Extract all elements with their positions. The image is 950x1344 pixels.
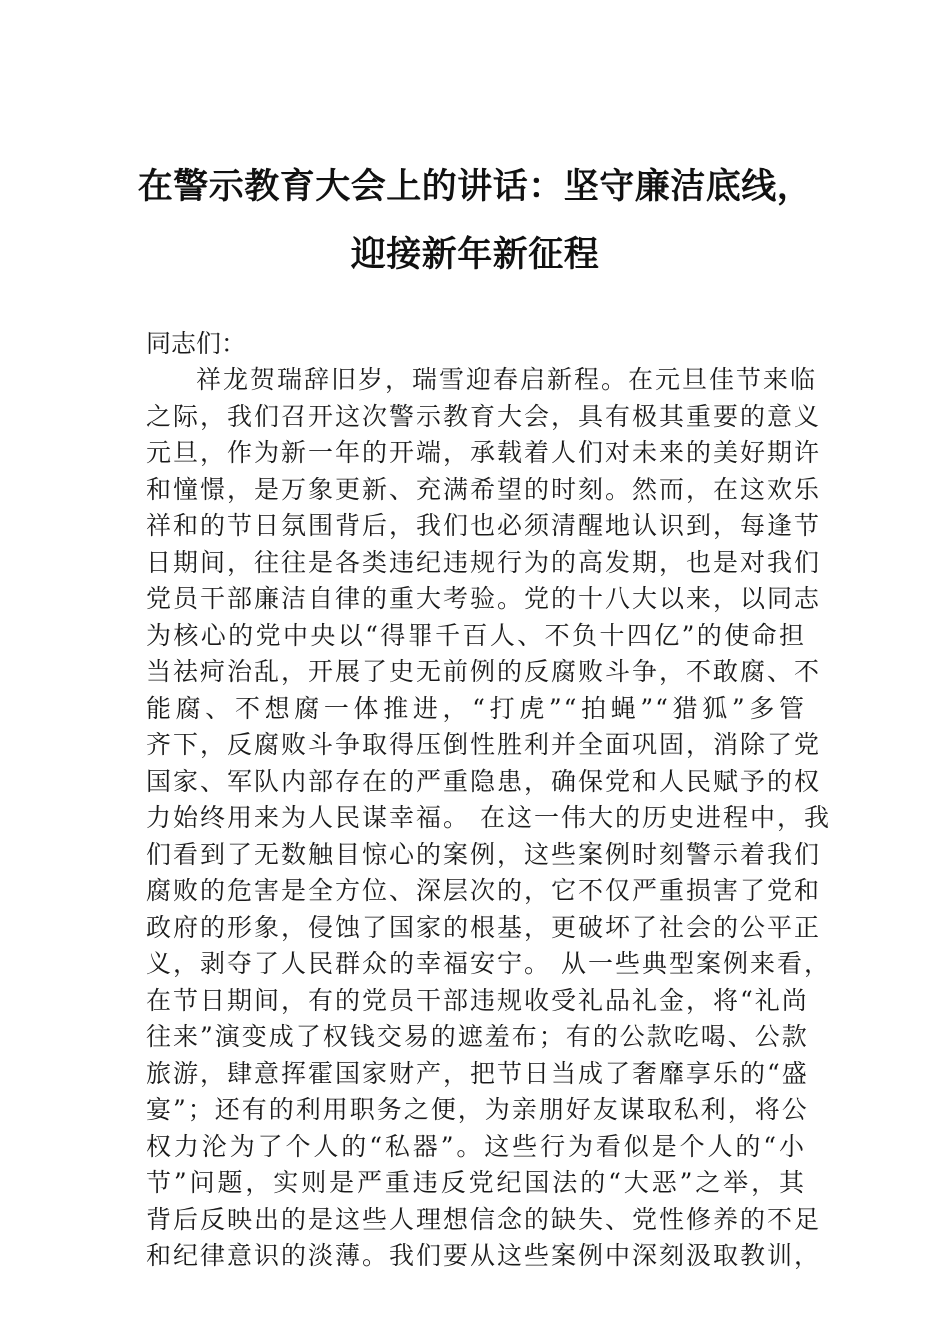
document-title-line-2: 迎接新年新征程 (350, 234, 600, 275)
body-line: 义，剥夺了人民群众的幸福安宁。 从一些典型案例来看， (146, 949, 831, 978)
body-line: 权力沦为了个人的“私器”。这些行为看似是个人的“小 (146, 1131, 806, 1161)
body-line: 和纪律意识的淡薄。我们要从这些案例中深刻汲取教训， (146, 1241, 822, 1270)
salutation: 同志们： (146, 329, 247, 358)
body-line: 们看到了无数触目惊心的案例，这些案例时刻警示着我们 (146, 839, 822, 869)
body-line: 日期间，往往是各类违纪违规行为的高发期，也是对我们 (146, 547, 822, 577)
body-line: 祥龙贺瑞辞旧岁，瑞雪迎春启新程。在元旦佳节来临 (196, 365, 818, 394)
body-line: 旅游，肆意挥霍国家财产，把节日当成了奢靡享乐的“盛 (146, 1058, 809, 1088)
body-line: 宴”；还有的利用职务之便，为亲朋好友谋取私利，将公 (146, 1095, 809, 1124)
body-line: 元旦，作为新一年的开端，承载着人们对未来的美好期许 (146, 438, 822, 467)
body-line: 当祛疴治乱，开展了史无前例的反腐败斗争，不敢腐、不 (146, 657, 822, 686)
body-line: 之际，我们召开这次警示教育大会，具有极其重要的意义 (146, 401, 822, 431)
document-title-line-1: 在警示教育大会上的讲话：坚守廉洁底线， (137, 166, 813, 207)
body-line: 节”问题，实则是严重违反党纪国法的“大恶”之举，其 (146, 1168, 806, 1197)
body-line: 齐下，反腐败斗争取得压倒性胜利并全面巩固，消除了党 (146, 730, 822, 759)
body-text (146, 362, 831, 1275)
body-line: 国家、军队内部存在的严重隐患，确保党和人民赋予的权 (146, 766, 822, 796)
body-line: 政府的形象，侵蚀了国家的根基，更破坏了社会的公平正 (146, 912, 822, 942)
body-line: 背后反映出的是这些人理想信念的缺失、党性修养的不足 (146, 1204, 822, 1234)
body-line: 党员干部廉洁自律的重大考验。党的十八大以来，以同志 (146, 584, 822, 613)
body-line: 往来”演变成了权钱交易的遮羞布；有的公款吃喝、公款 (146, 1022, 809, 1051)
body-line: 力始终用来为人民谋幸福。 在这一伟大的历史进程中，我 (146, 803, 831, 832)
body-line: 在节日期间，有的党员干部违规收受礼品礼金，将“礼尚 (146, 985, 809, 1015)
body-line: 为核心的党中央以“得罪千百人、不负十四亿”的使命担 (146, 620, 806, 650)
body-line: 能腐、不想腐一体推进，“打虎”“拍蝇”“猎狐”多管 (146, 693, 806, 723)
body-line: 和憧憬，是万象更新、充满希望的时刻。然而，在这欢乐 (146, 474, 822, 504)
body-line: 腐败的危害是全方位、深层次的，它不仅严重损害了党和 (146, 876, 822, 905)
body-line: 祥和的节日氛围背后，我们也必须清醒地认识到，每逢节 (146, 511, 822, 540)
